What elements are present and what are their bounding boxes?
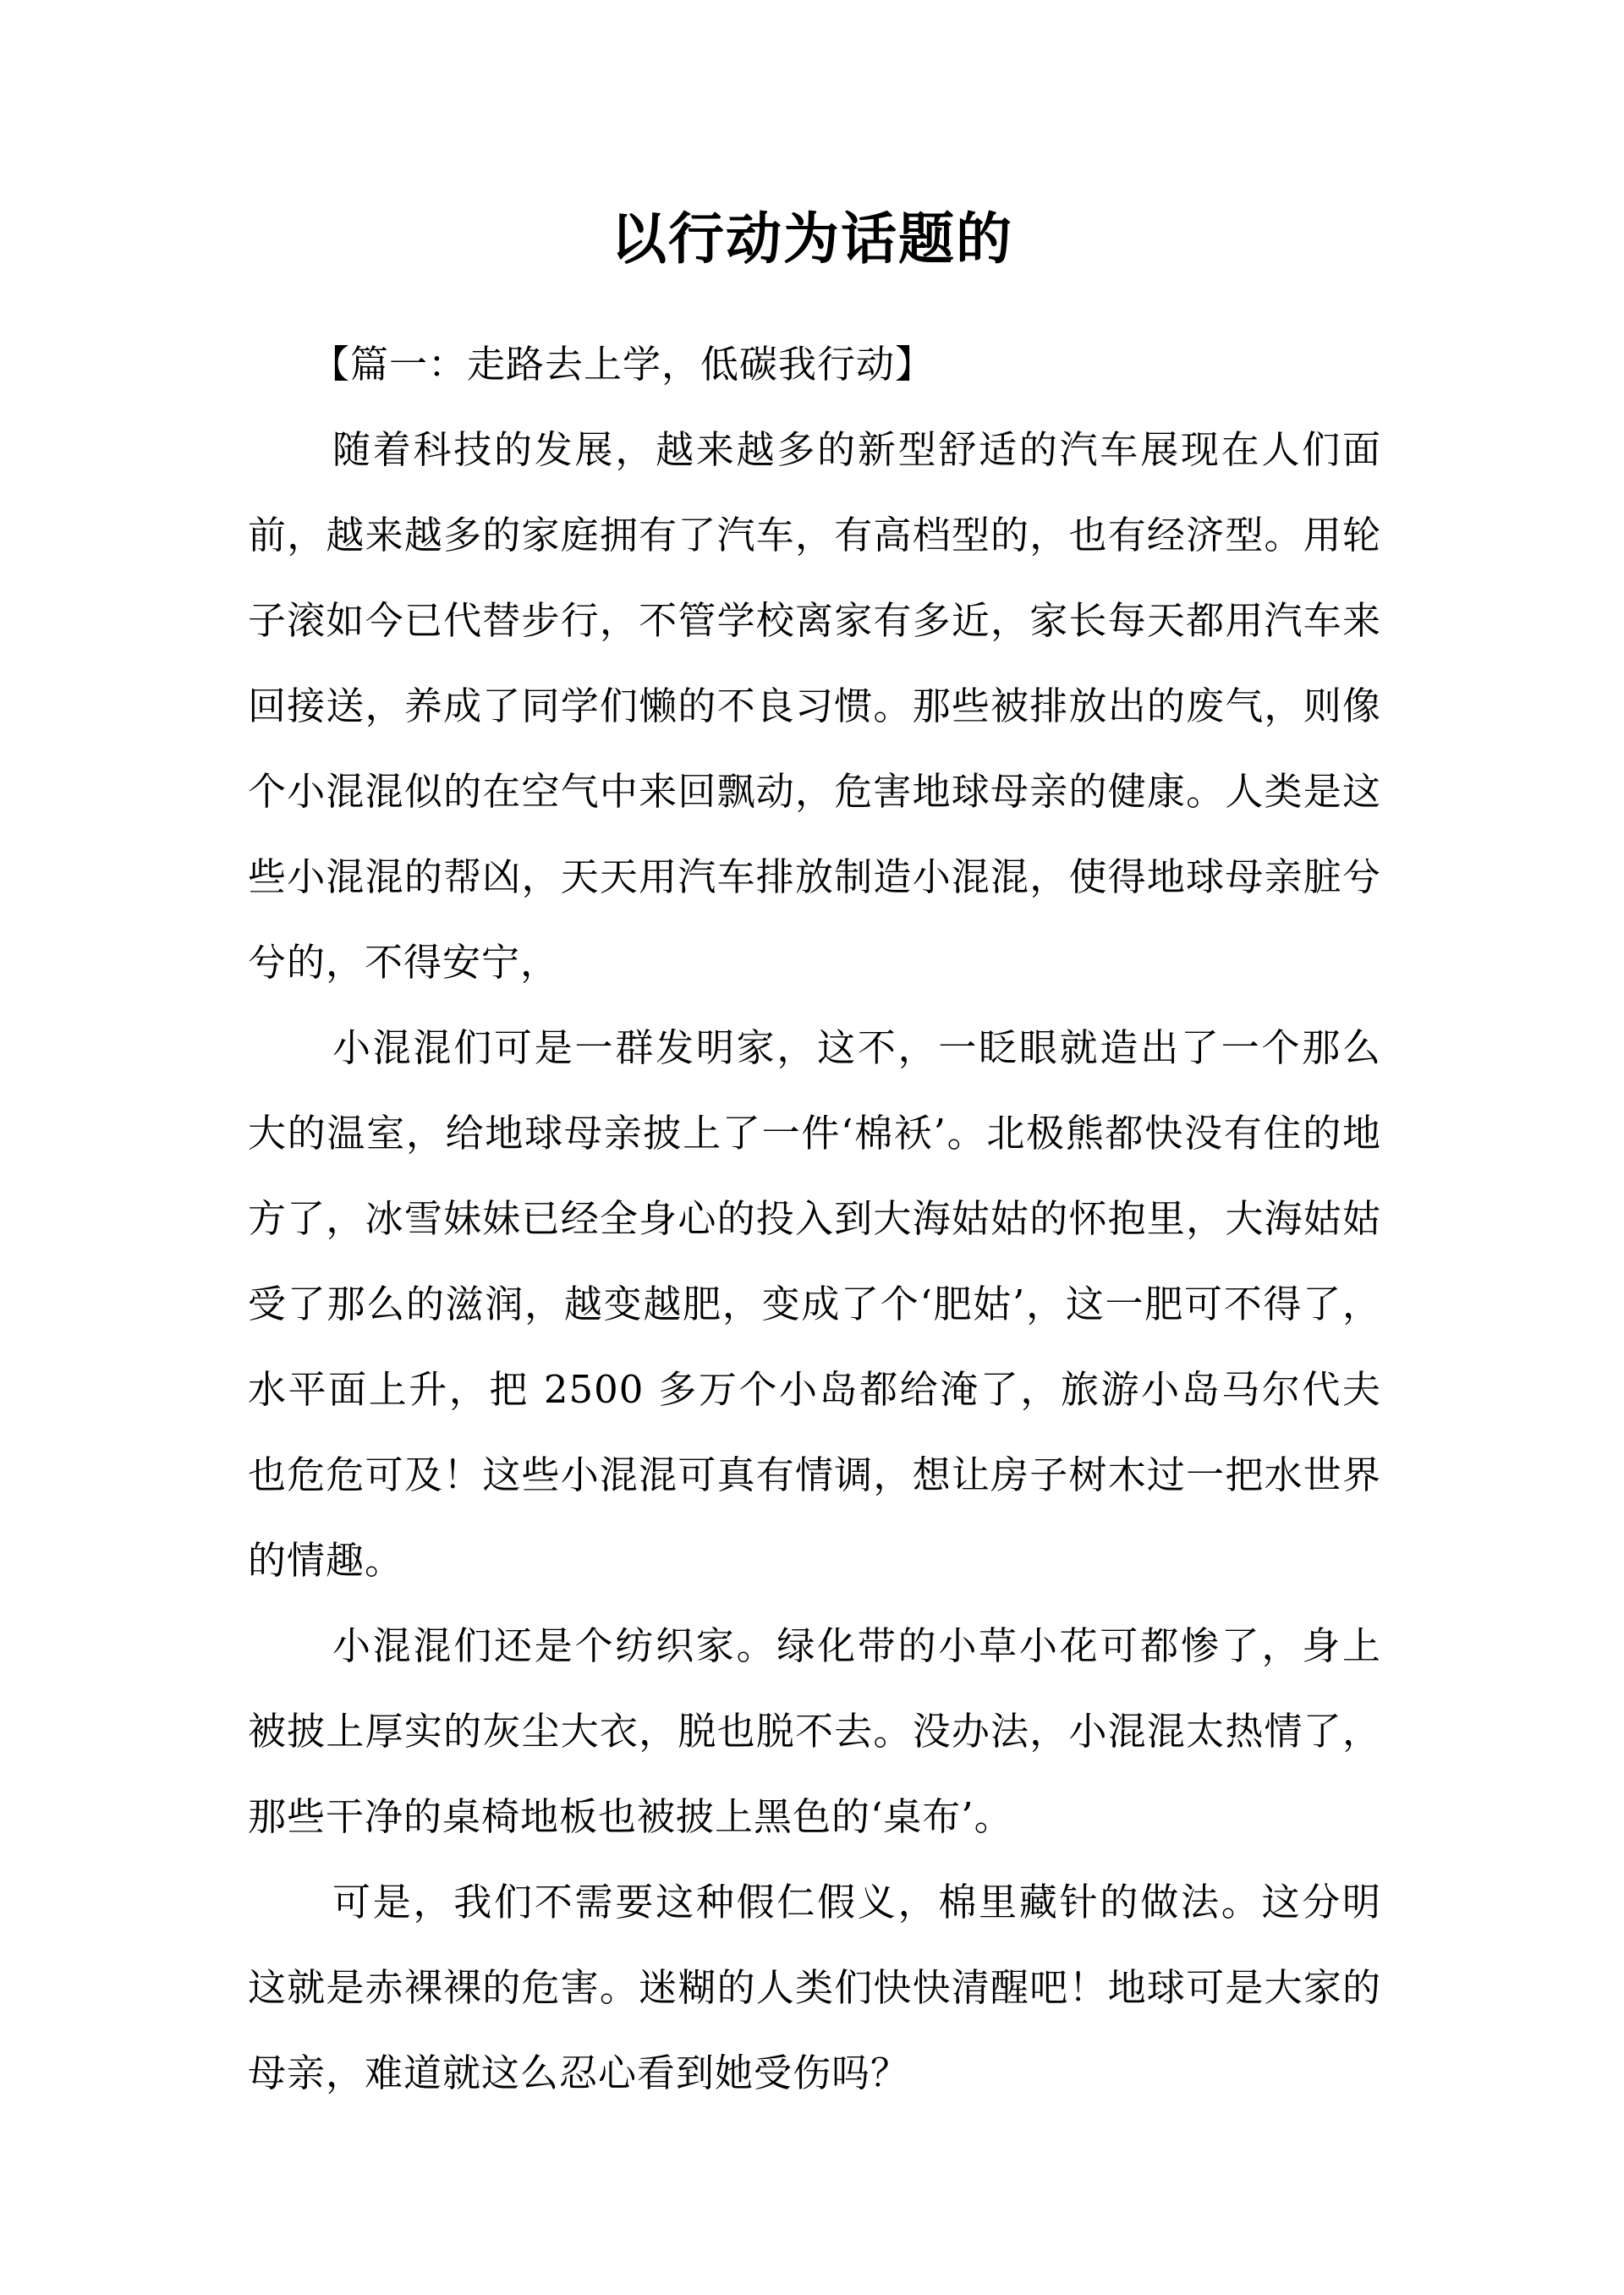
paragraph-2: 小混混们可是一群发明家，这不，一眨眼就造出了一个那么大的温室，给地球母亲披上了一件‘棉袄’。北极熊都快没有住的地方了，冰雪妹妹已经全身心的投入到大海姑姑的怀抱里，大海姑姑受了那么的滋润，越变越肥，变成了个‘肥姑’，这一肥可不得了，水平面上升，把 2500 多万个小岛都给淹了，旅游小岛马尔代夫也危危可及！这些小混混可真有情调，想让房子树木过一把水世界的情趣。 [248,1025,1381,1583]
paragraph-1: 随着科技的发展，越来越多的新型舒适的汽车展现在人们面前，越来越多的家庭拥有了汽车，有高档型的，也有经济型。用轮子滚如今已代替步行，不管学校离家有多近，家长每天都用汽车来回接送，养成了同学们懒的不良习惯。那些被排放出的废气，则像个小混混似的在空气中来回飘动，危害地球母亲的健康。人类是这些小混混的帮凶，天天用汽车排放制造小混混，使得地球母亲脏兮兮的，不得安宁， [248,427,1381,985]
document-title: 以行动为话题的 [611,206,1013,272]
paragraph-3: 小混混们还是个纺织家。绿化带的小草小花可都惨了，身上被披上厚实的灰尘大衣，脱也脱不去。没办法，小混混太热情了，那些干净的桌椅地板也被披上黑色的‘桌布’。 [248,1623,1381,1839]
paragraph-4: 可是，我们不需要这种假仁假义，棉里藏针的做法。这分明这就是赤裸裸的危害。迷糊的人类们快快清醒吧！地球可是大家的母亲，难道就这么忍心看到她受伤吗？ [248,1880,1381,2095]
section-heading: 【篇一：走路去上学，低碳我行动】 [311,342,935,387]
document-body [248,321,1381,2116]
